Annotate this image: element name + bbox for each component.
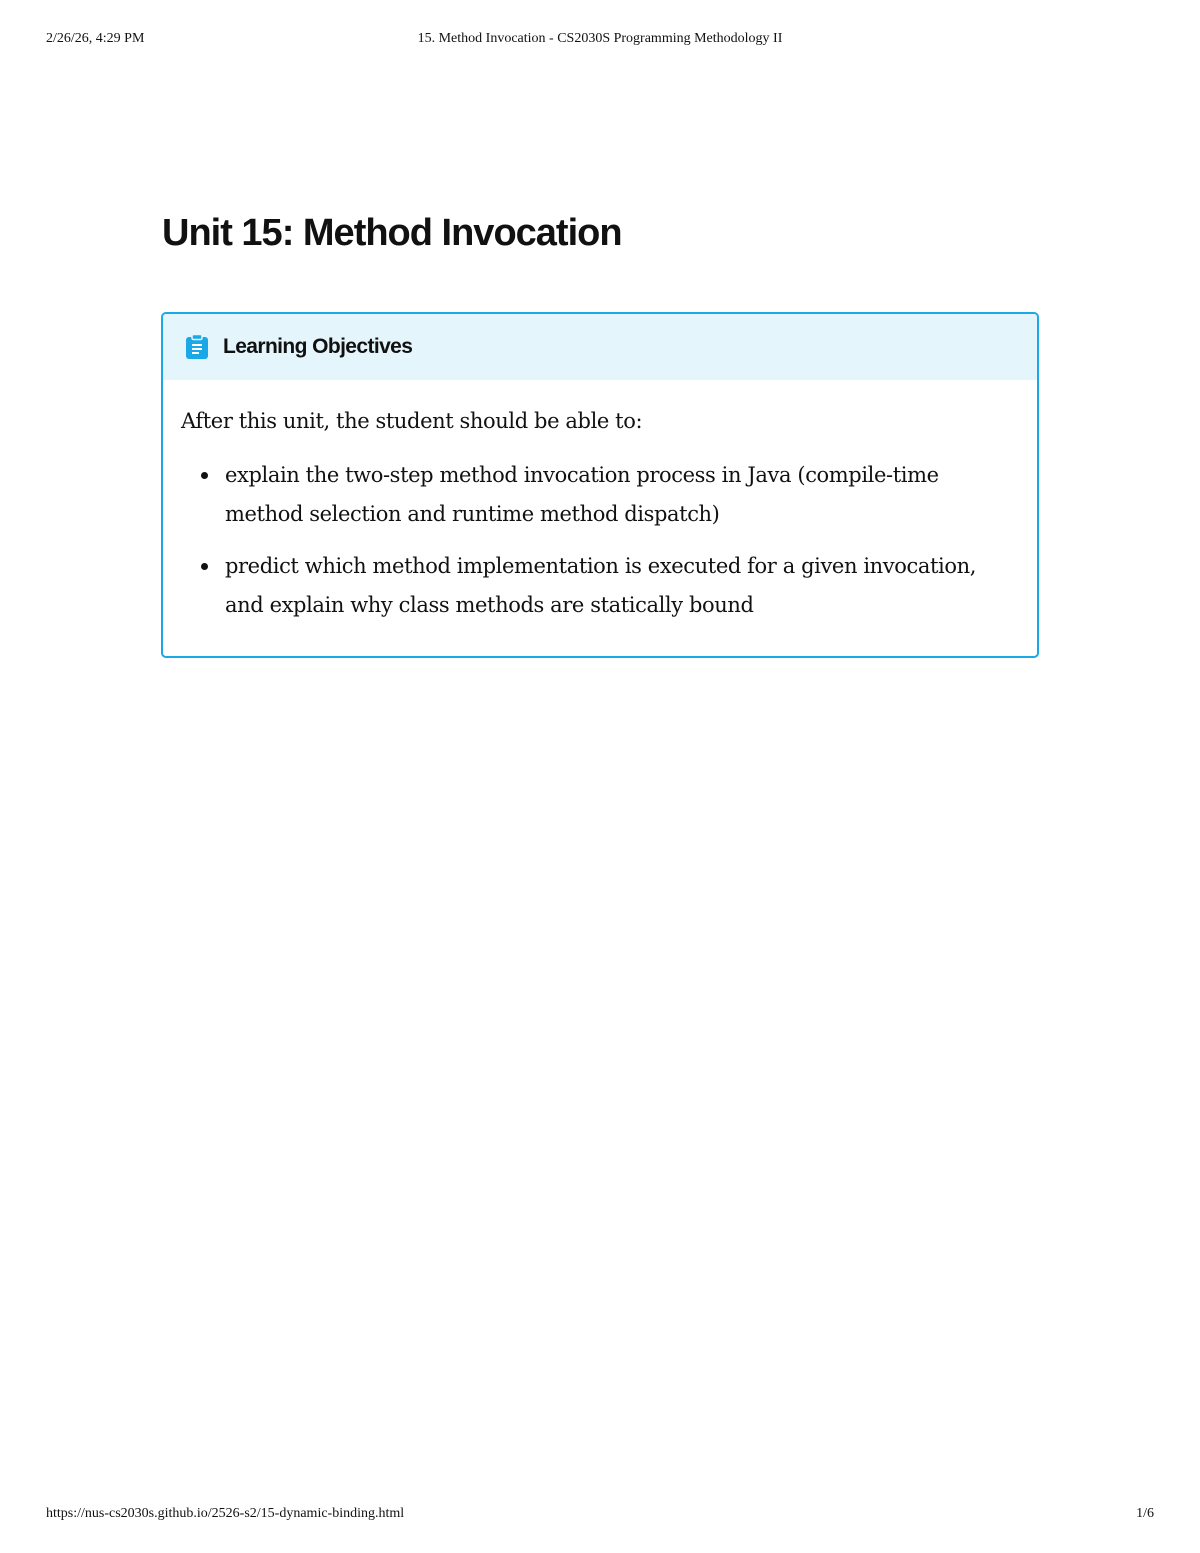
print-header-datetime: 2/26/26, 4:29 PM xyxy=(46,31,145,46)
objectives-intro: After this unit, the student should be able to: xyxy=(181,409,643,433)
page-title: Unit 15: Method Invocation xyxy=(162,212,622,254)
objective-text: explain the two-step method invocation process in Java (compile-time method selection and runtime method dispatch) xyxy=(225,463,939,526)
admonition-title-bar xyxy=(163,314,1037,380)
admonition-body xyxy=(163,380,1037,625)
bullet-icon xyxy=(201,563,208,570)
objectives-list xyxy=(181,456,1019,625)
learning-objectives-admonition xyxy=(161,312,1039,658)
objective-item xyxy=(225,547,1015,625)
print-footer-url: https://nus-cs2030s.github.io/2526-s2/15-dynamic-binding.html xyxy=(46,1506,405,1521)
bullet-icon xyxy=(201,472,208,479)
print-footer-page-number: 1/6 xyxy=(1136,1506,1154,1521)
objective-item xyxy=(225,456,1015,534)
clipboard-icon xyxy=(185,334,209,360)
print-header-title: 15. Method Invocation - CS2030S Programming Methodology II xyxy=(417,31,783,46)
objective-text: predict which method implementation is executed for a given invocation, and explain why class methods are statically bound xyxy=(225,554,976,617)
admonition-title: Learning Objectives xyxy=(223,335,413,358)
